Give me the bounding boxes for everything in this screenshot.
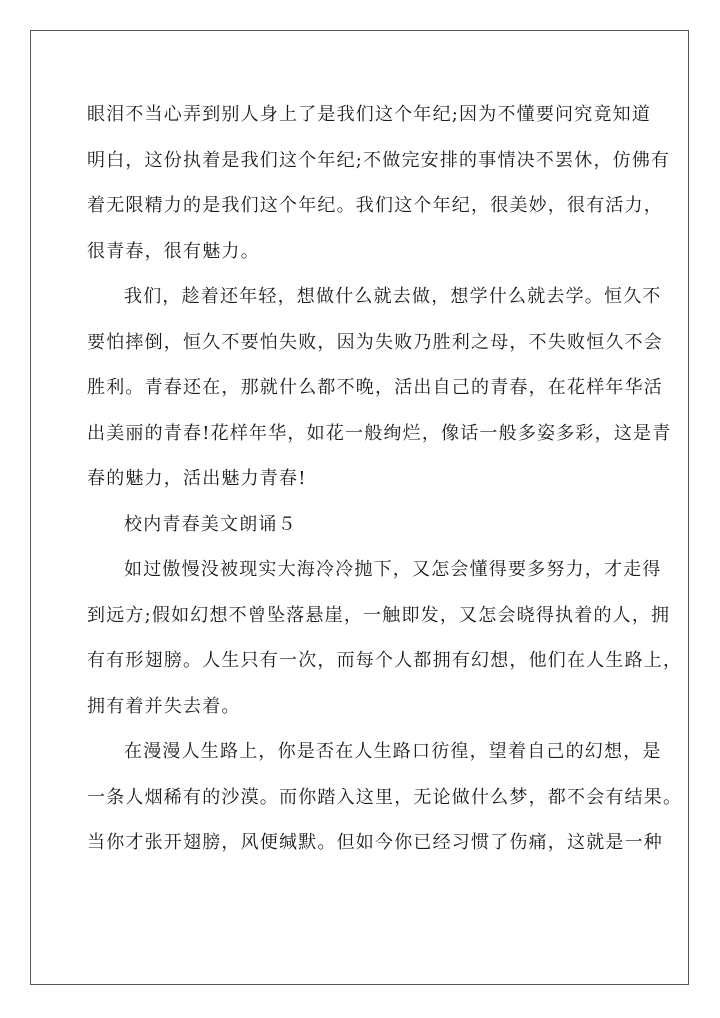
text-line: 如过傲慢没被现实大海冷冷抛下，又怎会懂得要多努力，才走得	[124, 559, 662, 580]
text-line: 有有形翅膀。人生只有一次，而每个人都拥有幻想，他们在人生路上，	[87, 650, 683, 671]
text-line: 到远方;假如幻想不曾坠落悬崖，一触即发，又怎会晓得执着的人，拥	[87, 604, 671, 626]
text-line: 当你才张开翅膀，风便缄默。但如今你已经习惯了伤痛，这就是一种	[87, 832, 663, 853]
text-line: 春的魅力，活出魅力青春!	[87, 468, 307, 489]
text-line: 明白，这份执着是我们这个年纪;不做完安排的事情决不罢休，仿佛有	[87, 149, 671, 171]
text-line: 拥有着并失去着。	[87, 695, 241, 717]
text-line: 一条人烟稀有的沙漠。而你踏入这里，无论做什么梦，都不会有结果。	[87, 786, 683, 808]
text-line: 很青春，很有魅力。	[87, 240, 260, 262]
document-body	[87, 92, 683, 866]
text-line: 胜利。青春还在，那就什么都不晚，活出自己的青春，在花样年华活	[87, 377, 663, 398]
text-line: 我们，趁着还年轻，想做什么就去做，想学什么就去学。恒久不	[124, 286, 662, 307]
text-line: 眼泪不当心弄到别人身上了是我们这个年纪;因为不懂要问究竟知道	[87, 104, 652, 125]
text-line: 要怕摔倒，恒久不要怕失败，因为失败乃胜利之母，不失败恒久不会	[87, 331, 663, 353]
text-line: 出美丽的青春!花样年华，如花一般绚烂，像话一般多姿多彩，这是青	[87, 422, 672, 444]
section-heading: 校内青春美文朗诵５	[124, 513, 297, 535]
text-line: 着无限精力的是我们这个年纪。我们这个年纪，很美妙，很有活力，	[87, 195, 663, 216]
text-line: 在漫漫人生路上，你是否在人生路口彷徨，望着自己的幻想，是	[124, 741, 662, 762]
